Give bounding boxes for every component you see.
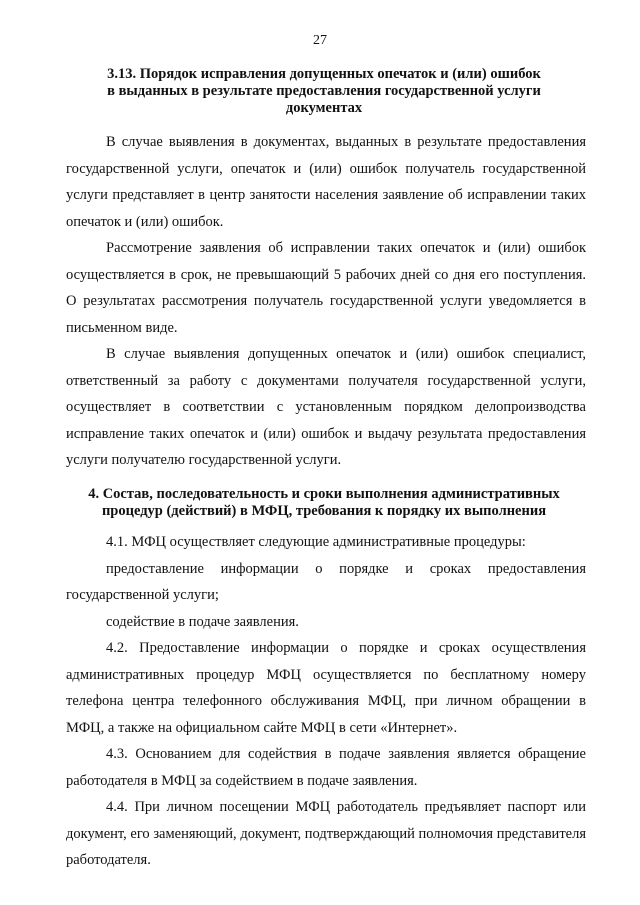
heading-line: в выданных в результате предоставления государственной услуги <box>107 83 541 99</box>
section-heading-3-13 <box>64 66 584 117</box>
heading-line: документах <box>285 100 363 116</box>
paragraph: 4.3. Основанием для содействия в подаче заявления является обращение работодателя в МФЦ за содействием в подаче заявления. <box>66 746 586 789</box>
heading-line: процедур (действий) в МФЦ, требования к порядку их выполнения <box>101 503 547 519</box>
paragraph: В случае выявления в документах, выданных в результате предоставления государственной услуги, опечаток и (или) ошибок получатель государственной услуги представляет в центр занятости населения заявление об исправлении таких опечаток и (или) ошибок. <box>66 134 586 230</box>
paragraph: 4.4. При личном посещении МФЦ работодатель предъявляет паспорт или документ, его заменяющий, документ, подтверждающий полномочия представителя работодателя. <box>66 799 586 868</box>
paragraph: предоставление информации о порядке и сроках предоставления государственной услуги; <box>66 560 586 603</box>
page-number: 27 <box>313 33 327 48</box>
section-heading-4 <box>64 486 584 520</box>
paragraph: 4.2. Предоставление информации о порядке и сроках осуществления административных процедур МФЦ осуществляется по бесплатному номеру телефона центра телефонного обслуживания МФЦ, при личном обращении в МФЦ, а также на официальном сайте МФЦ в сети «Интернет». <box>66 640 586 736</box>
paragraph: Рассмотрение заявления об исправлении таких опечаток и (или) ошибок осуществляется в срок, не превышающий 5 рабочих дней со дня его поступления. О результатах рассмотрения получатель государственной услуги уведомляется в письменном виде. <box>66 240 586 336</box>
section-body-4 <box>66 529 586 874</box>
heading-line: 3.13. Порядок исправления допущенных опечаток и (или) ошибок <box>107 66 541 82</box>
paragraph: В случае выявления допущенных опечаток и (или) ошибок специалист, ответственный за работу с документами получателя государственной услуги, осуществляет в соответствии с установленным порядком делопроизводства исправление таких опечаток и (или) ошибок и выдачу результата предоставления услуги получателю государственной услуги. <box>66 346 586 468</box>
paragraph: 4.1. МФЦ осуществляет следующие административные процедуры: <box>106 534 526 550</box>
paragraph: содействие в подаче заявления. <box>106 613 299 630</box>
section-body-3-13 <box>66 129 586 474</box>
heading-line: 4. Состав, последовательность и сроки выполнения административных <box>88 486 560 502</box>
